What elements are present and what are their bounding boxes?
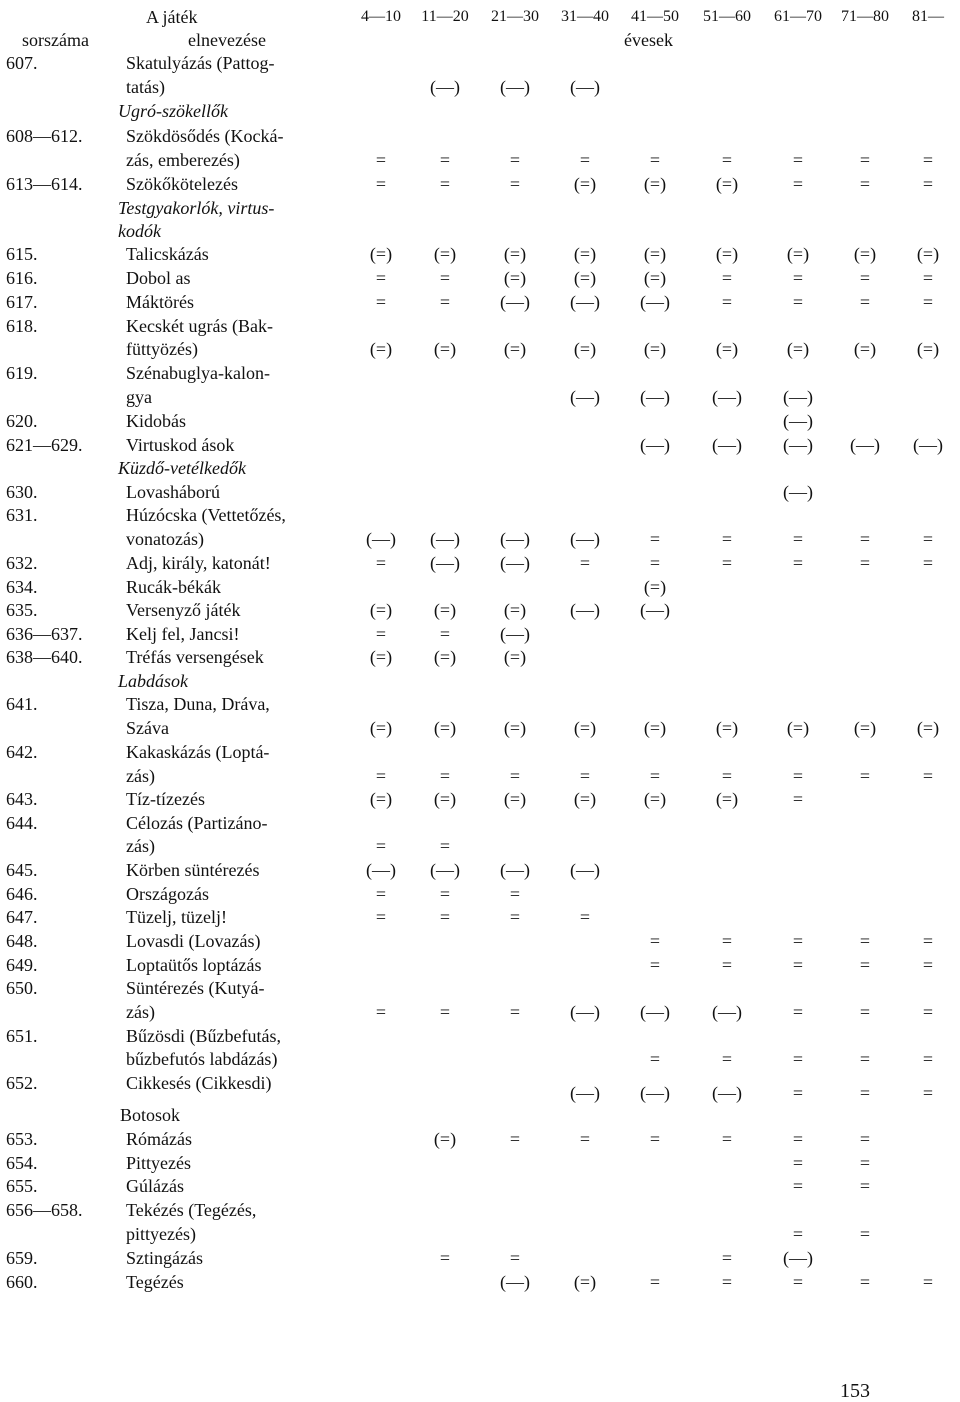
age-mark: = xyxy=(375,884,387,904)
age-mark: = xyxy=(859,1153,871,1173)
game-number: 613—614. xyxy=(6,174,83,194)
age-mark: = xyxy=(375,907,387,927)
age-mark: = xyxy=(721,553,733,573)
game-name: Kakaskázás (Loptá- xyxy=(126,742,270,762)
game-name: Húzócska (Vettetőzés, xyxy=(126,505,286,525)
age-mark: (=) xyxy=(853,339,877,359)
age-mark: = xyxy=(439,624,451,644)
age-mark: (=) xyxy=(573,268,597,288)
age-mark: (=) xyxy=(715,718,739,738)
age-mark: (=) xyxy=(503,244,527,264)
age-mark: = xyxy=(922,955,934,975)
age-mark: (—) xyxy=(783,1248,813,1268)
age-mark: = xyxy=(792,766,804,786)
age-mark: = xyxy=(649,1129,661,1149)
age-mark: (=) xyxy=(715,244,739,264)
game-number: 660. xyxy=(6,1272,38,1292)
game-name: gya xyxy=(126,387,152,407)
age-mark: = xyxy=(579,907,591,927)
game-name: zás, emberezés) xyxy=(126,150,240,170)
game-number: 607. xyxy=(6,53,38,73)
age-mark: = xyxy=(859,268,871,288)
game-name: zás) xyxy=(126,1002,155,1022)
age-mark: (=) xyxy=(503,600,527,620)
game-name: Gúlázás xyxy=(126,1176,184,1196)
section-heading: Testgyakorlók, virtus- xyxy=(118,198,275,218)
age-mark: (=) xyxy=(369,647,393,667)
age-mark: = xyxy=(859,174,871,194)
game-name: Tíz-tízezés xyxy=(126,789,205,809)
header-age-caption: évesek xyxy=(624,30,673,50)
age-mark: (—) xyxy=(640,292,670,312)
age-mark: (=) xyxy=(503,789,527,809)
age-mark: = xyxy=(922,150,934,170)
age-mark: (=) xyxy=(643,174,667,194)
age-mark: = xyxy=(792,1049,804,1069)
age-mark: = xyxy=(922,931,934,951)
age-mark: = xyxy=(649,529,661,549)
age-mark: = xyxy=(375,292,387,312)
age-mark: = xyxy=(859,1002,871,1022)
game-name: Lovasdi (Lovazás) xyxy=(126,931,261,951)
game-name: bűzbefutós labdázás) xyxy=(126,1049,278,1069)
age-mark: = xyxy=(509,884,521,904)
age-mark: = xyxy=(859,1272,871,1292)
age-mark: (=) xyxy=(643,339,667,359)
age-group-header: 51—60 xyxy=(703,8,751,25)
age-mark: = xyxy=(579,1129,591,1149)
game-name: Országozás xyxy=(126,884,209,904)
age-mark: = xyxy=(792,1176,804,1196)
game-number: 631. xyxy=(6,505,38,525)
age-mark: (—) xyxy=(640,600,670,620)
age-mark: = xyxy=(649,1272,661,1292)
age-mark: (=) xyxy=(433,1129,457,1149)
game-number: 643. xyxy=(6,789,38,809)
age-mark: = xyxy=(721,529,733,549)
age-mark: (—) xyxy=(366,860,396,880)
age-mark: (=) xyxy=(715,174,739,194)
game-name: Bűzösdi (Bűzbefutás, xyxy=(126,1026,281,1046)
age-mark: (—) xyxy=(783,435,813,455)
age-mark: = xyxy=(792,150,804,170)
game-name: Dobol as xyxy=(126,268,191,288)
game-number: 634. xyxy=(6,577,38,597)
age-mark: = xyxy=(792,268,804,288)
age-mark: = xyxy=(922,268,934,288)
age-mark: (—) xyxy=(500,624,530,644)
age-mark: = xyxy=(439,292,451,312)
age-mark: (=) xyxy=(643,268,667,288)
age-mark: (—) xyxy=(500,860,530,880)
age-mark: = xyxy=(375,624,387,644)
age-mark: = xyxy=(721,1049,733,1069)
age-mark: (=) xyxy=(433,647,457,667)
age-mark: (=) xyxy=(369,600,393,620)
age-mark: = xyxy=(792,1153,804,1173)
game-name: Körben süntérezés xyxy=(126,860,260,880)
game-name: Kidobás xyxy=(126,411,186,431)
game-name: Kecskét ugrás (Bak- xyxy=(126,316,273,336)
age-mark: (=) xyxy=(786,244,810,264)
age-mark: = xyxy=(859,955,871,975)
age-mark: = xyxy=(721,268,733,288)
age-mark: (=) xyxy=(573,718,597,738)
game-name: vonatozás) xyxy=(126,529,204,549)
age-mark: (=) xyxy=(503,647,527,667)
age-mark: = xyxy=(439,268,451,288)
game-number: 644. xyxy=(6,813,38,833)
age-mark: (=) xyxy=(369,718,393,738)
age-mark: (=) xyxy=(916,339,940,359)
age-mark: (—) xyxy=(430,860,460,880)
age-mark: (=) xyxy=(433,600,457,620)
age-group-header: 21—30 xyxy=(491,8,539,25)
age-mark: (=) xyxy=(503,339,527,359)
age-mark: = xyxy=(859,553,871,573)
age-mark: (—) xyxy=(712,1002,742,1022)
game-name: Lovasháború xyxy=(126,482,220,502)
age-mark: = xyxy=(721,931,733,951)
game-number: 646. xyxy=(6,884,38,904)
age-mark: = xyxy=(375,1002,387,1022)
game-number: 648. xyxy=(6,931,38,951)
game-number: 642. xyxy=(6,742,38,762)
game-number: 647. xyxy=(6,907,38,927)
age-mark: = xyxy=(859,1129,871,1149)
age-mark: (=) xyxy=(573,244,597,264)
age-mark: (—) xyxy=(640,435,670,455)
game-number: 621—629. xyxy=(6,435,83,455)
game-name: Versenyző játék xyxy=(126,600,241,620)
age-mark: = xyxy=(922,766,934,786)
game-number: 638—640. xyxy=(6,647,83,667)
game-name: Száva xyxy=(126,718,169,738)
game-name: Tegézés xyxy=(126,1272,184,1292)
game-number: 632. xyxy=(6,553,38,573)
age-mark: (—) xyxy=(570,1083,600,1103)
age-mark: (—) xyxy=(500,529,530,549)
game-name: Skatulyázás (Pattog- xyxy=(126,53,275,73)
game-name: Cikkesés (Cikkesdi) xyxy=(126,1073,272,1093)
age-mark: = xyxy=(439,907,451,927)
game-name: Virtuskod ások xyxy=(126,435,235,455)
age-mark: = xyxy=(792,955,804,975)
page-number: 153 xyxy=(840,1380,870,1402)
age-mark: = xyxy=(509,766,521,786)
age-mark: = xyxy=(859,1176,871,1196)
age-mark: = xyxy=(859,1049,871,1069)
age-mark: (—) xyxy=(913,435,943,455)
age-mark: = xyxy=(792,1083,804,1103)
game-number: 641. xyxy=(6,694,38,714)
game-name: Szökdösődés (Kocká- xyxy=(126,126,284,146)
age-mark: (=) xyxy=(433,718,457,738)
age-mark: (=) xyxy=(369,789,393,809)
age-mark: = xyxy=(649,766,661,786)
age-mark: = xyxy=(859,1224,871,1244)
age-mark: (—) xyxy=(430,553,460,573)
age-mark: = xyxy=(649,1049,661,1069)
game-name: Tisza, Duna, Dráva, xyxy=(126,694,270,714)
age-mark: = xyxy=(649,955,661,975)
section-heading: Labdások xyxy=(118,671,189,691)
game-number: 650. xyxy=(6,978,38,998)
game-name: Tüzelj, tüzelj! xyxy=(126,907,227,927)
game-number: 656—658. xyxy=(6,1200,83,1220)
age-mark: = xyxy=(922,529,934,549)
game-name: Rómázás xyxy=(126,1129,192,1149)
age-mark: = xyxy=(439,150,451,170)
age-mark: = xyxy=(439,836,451,856)
section-heading: Ugró-szökellők xyxy=(118,101,228,121)
age-mark: (—) xyxy=(430,529,460,549)
age-mark: = xyxy=(721,292,733,312)
age-mark: = xyxy=(792,1129,804,1149)
game-name: Tekézés (Tegézés, xyxy=(126,1200,257,1220)
age-mark: (—) xyxy=(570,387,600,407)
age-mark: (—) xyxy=(570,1002,600,1022)
age-mark: = xyxy=(859,766,871,786)
age-mark: (—) xyxy=(712,435,742,455)
age-mark: = xyxy=(792,931,804,951)
age-mark: = xyxy=(509,174,521,194)
game-name: Süntérezés (Kutyá- xyxy=(126,978,265,998)
age-mark: (—) xyxy=(783,482,813,502)
age-mark: (=) xyxy=(715,789,739,809)
game-name: tatás) xyxy=(126,77,165,97)
age-mark: (=) xyxy=(433,244,457,264)
section-heading-continued: kodók xyxy=(118,221,161,241)
age-mark: (=) xyxy=(573,789,597,809)
game-name: Kelj fel, Jancsi! xyxy=(126,624,240,644)
age-mark: = xyxy=(375,553,387,573)
game-number: 616. xyxy=(6,268,38,288)
age-mark: (—) xyxy=(430,77,460,97)
age-mark: (=) xyxy=(433,789,457,809)
age-mark: = xyxy=(579,766,591,786)
age-mark: = xyxy=(922,553,934,573)
age-mark: = xyxy=(859,931,871,951)
header-number-label: sorszáma xyxy=(22,30,89,50)
age-mark: = xyxy=(375,836,387,856)
age-mark: = xyxy=(922,1002,934,1022)
age-mark: = xyxy=(649,931,661,951)
age-mark: = xyxy=(859,292,871,312)
age-group-header: 71—80 xyxy=(841,8,889,25)
age-group-header: 11—20 xyxy=(421,8,469,25)
age-mark: (=) xyxy=(433,339,457,359)
age-mark: = xyxy=(375,766,387,786)
game-name: Loptaütős loptázás xyxy=(126,955,262,975)
age-mark: = xyxy=(439,1248,451,1268)
game-name: füttyözés) xyxy=(126,339,198,359)
age-mark: (—) xyxy=(570,529,600,549)
game-name: Talicskázás xyxy=(126,244,209,264)
age-mark: = xyxy=(721,1248,733,1268)
age-mark: = xyxy=(509,1129,521,1149)
header-name-label-line2: elnevezése xyxy=(188,30,266,50)
age-mark: = xyxy=(922,174,934,194)
age-mark: = xyxy=(721,1272,733,1292)
age-mark: = xyxy=(509,1248,521,1268)
game-number: 608—612. xyxy=(6,126,83,146)
age-mark: = xyxy=(922,292,934,312)
game-number: 630. xyxy=(6,482,38,502)
age-group-header: 81— xyxy=(912,8,944,25)
age-mark: (=) xyxy=(853,718,877,738)
age-mark: (—) xyxy=(500,553,530,573)
game-name: Sztingázás xyxy=(126,1248,203,1268)
age-mark: = xyxy=(649,553,661,573)
age-mark: (=) xyxy=(916,244,940,264)
age-mark: = xyxy=(859,150,871,170)
game-name: Szénabuglya-kalon- xyxy=(126,363,270,383)
age-mark: (—) xyxy=(712,387,742,407)
age-mark: = xyxy=(439,766,451,786)
game-number: 655. xyxy=(6,1176,38,1196)
age-mark: = xyxy=(792,174,804,194)
section-heading: Botosok xyxy=(120,1105,181,1125)
game-number: 620. xyxy=(6,411,38,431)
age-mark: (=) xyxy=(643,718,667,738)
age-mark: = xyxy=(792,553,804,573)
age-mark: = xyxy=(792,529,804,549)
age-mark: (—) xyxy=(850,435,880,455)
age-group-header: 61—70 xyxy=(774,8,822,25)
age-mark: = xyxy=(792,1272,804,1292)
age-mark: = xyxy=(375,174,387,194)
game-number: 649. xyxy=(6,955,38,975)
age-mark: (—) xyxy=(570,292,600,312)
age-mark: (—) xyxy=(570,77,600,97)
age-mark: (=) xyxy=(573,174,597,194)
age-mark: (=) xyxy=(916,718,940,738)
age-mark: (=) xyxy=(369,244,393,264)
age-mark: = xyxy=(859,529,871,549)
age-mark: (=) xyxy=(643,577,667,597)
age-mark: = xyxy=(792,292,804,312)
age-mark: (=) xyxy=(715,339,739,359)
game-number: 636—637. xyxy=(6,624,83,644)
age-mark: (—) xyxy=(783,387,813,407)
game-name: Rucák-békák xyxy=(126,577,221,597)
age-mark: = xyxy=(579,150,591,170)
age-mark: = xyxy=(509,150,521,170)
age-mark: (=) xyxy=(853,244,877,264)
age-mark: = xyxy=(792,1224,804,1244)
age-mark: = xyxy=(649,150,661,170)
game-number: 659. xyxy=(6,1248,38,1268)
age-mark: = xyxy=(375,150,387,170)
game-number: 652. xyxy=(6,1073,38,1093)
age-mark: = xyxy=(922,1049,934,1069)
age-mark: = xyxy=(792,1002,804,1022)
age-mark: (=) xyxy=(573,1272,597,1292)
game-number: 619. xyxy=(6,363,38,383)
age-mark: = xyxy=(721,955,733,975)
game-name: zás) xyxy=(126,766,155,786)
age-mark: = xyxy=(721,1129,733,1149)
game-name: zás) xyxy=(126,836,155,856)
game-number: 615. xyxy=(6,244,38,264)
age-mark: = xyxy=(922,1272,934,1292)
age-group-header: 4—10 xyxy=(361,8,401,25)
header-name-label-line1: A játék xyxy=(146,7,198,27)
age-mark: = xyxy=(792,789,804,809)
age-mark: (=) xyxy=(573,339,597,359)
age-mark: (=) xyxy=(786,718,810,738)
game-name: Tréfás versengések xyxy=(126,647,264,667)
game-name: Célozás (Partizáno- xyxy=(126,813,268,833)
age-group-header: 31—40 xyxy=(561,8,609,25)
age-mark: = xyxy=(579,553,591,573)
game-number: 651. xyxy=(6,1026,38,1046)
age-mark: (=) xyxy=(369,339,393,359)
age-mark: = xyxy=(375,268,387,288)
age-mark: (=) xyxy=(643,789,667,809)
game-number: 653. xyxy=(6,1129,38,1149)
age-mark: = xyxy=(439,174,451,194)
age-mark: = xyxy=(509,907,521,927)
age-mark: (—) xyxy=(570,600,600,620)
game-number: 645. xyxy=(6,860,38,880)
game-number: 618. xyxy=(6,316,38,336)
age-mark: (—) xyxy=(500,77,530,97)
age-mark: (—) xyxy=(366,529,396,549)
game-name: Pittyezés xyxy=(126,1153,191,1173)
age-mark: = xyxy=(922,1083,934,1103)
age-mark: (—) xyxy=(783,411,813,431)
age-mark: (=) xyxy=(786,339,810,359)
age-mark: = xyxy=(721,766,733,786)
age-group-header: 41—50 xyxy=(631,8,679,25)
game-number: 617. xyxy=(6,292,38,312)
age-mark: (—) xyxy=(640,1083,670,1103)
age-mark: = xyxy=(721,150,733,170)
game-name: Adj, király, katonát! xyxy=(126,553,271,573)
game-number: 635. xyxy=(6,600,38,620)
game-name: Szökőkötelezés xyxy=(126,174,238,194)
section-heading: Küzdő-vetélkedők xyxy=(118,458,246,478)
game-name: Máktörés xyxy=(126,292,194,312)
game-name: pittyezés) xyxy=(126,1224,196,1244)
age-mark: = xyxy=(439,1002,451,1022)
age-mark: (—) xyxy=(500,1272,530,1292)
age-mark: (—) xyxy=(640,387,670,407)
age-mark: (=) xyxy=(503,718,527,738)
age-mark: (—) xyxy=(570,860,600,880)
age-mark: = xyxy=(859,1083,871,1103)
age-mark: (—) xyxy=(500,292,530,312)
age-mark: (=) xyxy=(643,244,667,264)
age-mark: = xyxy=(509,1002,521,1022)
age-mark: (=) xyxy=(503,268,527,288)
age-mark: = xyxy=(439,884,451,904)
game-number: 654. xyxy=(6,1153,38,1173)
age-mark: (—) xyxy=(640,1002,670,1022)
age-mark: (—) xyxy=(712,1083,742,1103)
